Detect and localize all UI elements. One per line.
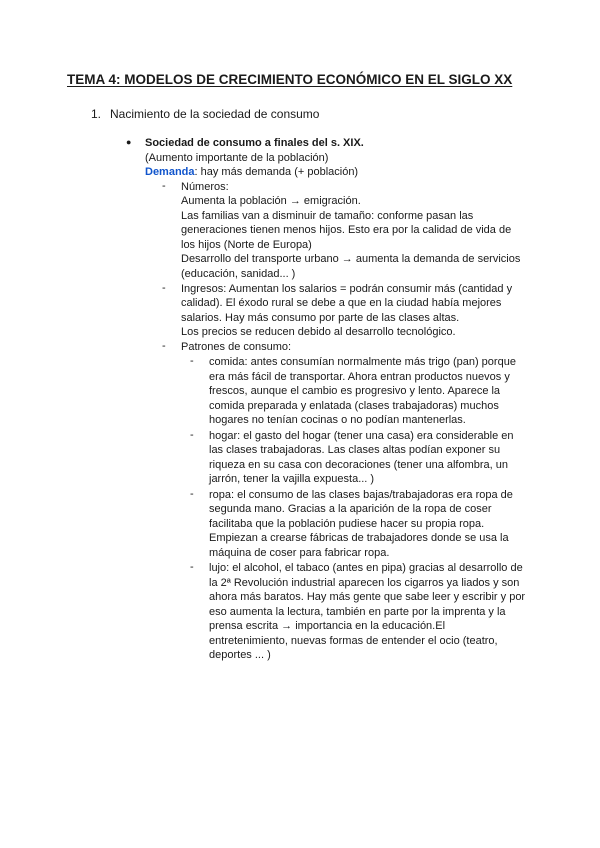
patrones-label: Patrones de consumo: <box>181 341 292 353</box>
comida-line: hogares no tenían cocinas o no podían mantenerlas. <box>209 414 466 426</box>
hogar-line: hogar: el gasto del hogar (tener una casa) era considerable en <box>209 430 514 442</box>
lujo-line: deportes ... ) <box>209 649 271 661</box>
numeros-line: Aumenta la población → emigración. <box>181 195 361 207</box>
comida-line: frescos, aunque el cambio es progresivo y lento. Aparece la <box>209 385 501 397</box>
comida-line: comida: antes consumían normalmente más trigo (pan) porque <box>209 356 516 368</box>
ingresos-line: calidad). El éxodo rural se debe a que en la ciudad había mejores <box>181 297 502 309</box>
lujo-line: la 2ª Revolución industrial aparecen los cigarros ya liados y son <box>209 577 520 589</box>
dash-marker: - <box>190 488 194 500</box>
numeros-line: los hijos (Norte de Europa) <box>181 239 312 251</box>
numeros-line: Desarrollo del transporte urbano → aumenta la demanda de servicios <box>181 253 521 265</box>
hogar-line: jarrón, tener la vajilla expuesta... ) <box>209 473 375 485</box>
lujo-line: prensa escrita → importancia en la educación.El <box>209 620 446 632</box>
comida-line: comida preparada y enlatada (clases trabajadoras) muchos <box>209 400 499 412</box>
comida-line: era más fácil de transportar. Ahora entran productos nuevos y <box>209 371 510 383</box>
demand-label: Demanda <box>145 166 195 178</box>
section-heading <box>91 107 319 121</box>
ropa-line: máquina de coser para fabricar ropa. <box>209 547 390 559</box>
demand-line <box>145 165 358 179</box>
document-title: TEMA 4: MODELOS DE CRECIMIENTO ECONÓMICO EN EL SIGLO XX <box>67 72 513 87</box>
dash-marker: - <box>162 340 166 352</box>
bullet-heading: Sociedad de consumo a finales del s. XIX. <box>145 137 364 149</box>
lujo-line: ahora más baratos. Hay más gente que sabe leer y escribir y por <box>209 591 526 603</box>
hogar-line: riqueza en su casa con decoraciones (tener una alfombra, un <box>209 459 509 471</box>
section-label: Nacimiento de la sociedad de consumo <box>110 107 320 121</box>
bullet-marker: ● <box>126 137 132 147</box>
ropa-line: ropa: el consumo de las clases bajas/trabajadoras era ropa de <box>209 489 513 501</box>
dash-marker: - <box>162 282 166 294</box>
lujo-line: lujo: el alcohol, el tabaco (antes en pipa) gracias al desarrollo de <box>209 562 523 574</box>
ingresos-line: salarios. Hay más consumo por parte de las clases altas. <box>181 312 460 324</box>
ropa-line: Empiezan a crearse fábricas de trabajadores donde se usa la <box>209 532 509 544</box>
hogar-line: las clases trabajadoras. Las clases altas podían exponer su <box>209 444 501 456</box>
demand-text: : hay más demanda (+ población) <box>194 166 359 178</box>
lujo-line: entretenimiento, nuevas formas de entender el ocio (teatro, <box>209 635 498 647</box>
dash-marker: - <box>190 561 194 573</box>
bullet-note: (Aumento importante de la población) <box>145 152 329 164</box>
ropa-line: segunda mano. Gracias a la aparición de la ropa de coser <box>209 503 492 515</box>
numeros-line: Las familias van a disminuir de tamaño: conforme pasan las <box>181 210 474 222</box>
ingresos-line: Ingresos: Aumentan los salarios = podrán consumir más (cantidad y <box>181 283 513 295</box>
lujo-line: eso aumenta la lectura, también en parte por la imprenta y la <box>209 606 506 618</box>
dash-marker: - <box>162 180 166 192</box>
dash-marker: - <box>190 429 194 441</box>
section-number: 1. <box>91 107 102 121</box>
numeros-line: Números: <box>181 181 229 193</box>
ingresos-line: Los precios se reducen debido al desarrollo tecnológico. <box>181 326 456 338</box>
numeros-line: generaciones tienen menos hijos. Esto era por la calidad de vida de <box>181 224 512 236</box>
ropa-line: facilitaba que la población pudiese hacer su propia ropa. <box>209 518 485 530</box>
dash-marker: - <box>190 355 194 367</box>
numeros-line: (educación, sanidad... ) <box>181 268 296 280</box>
